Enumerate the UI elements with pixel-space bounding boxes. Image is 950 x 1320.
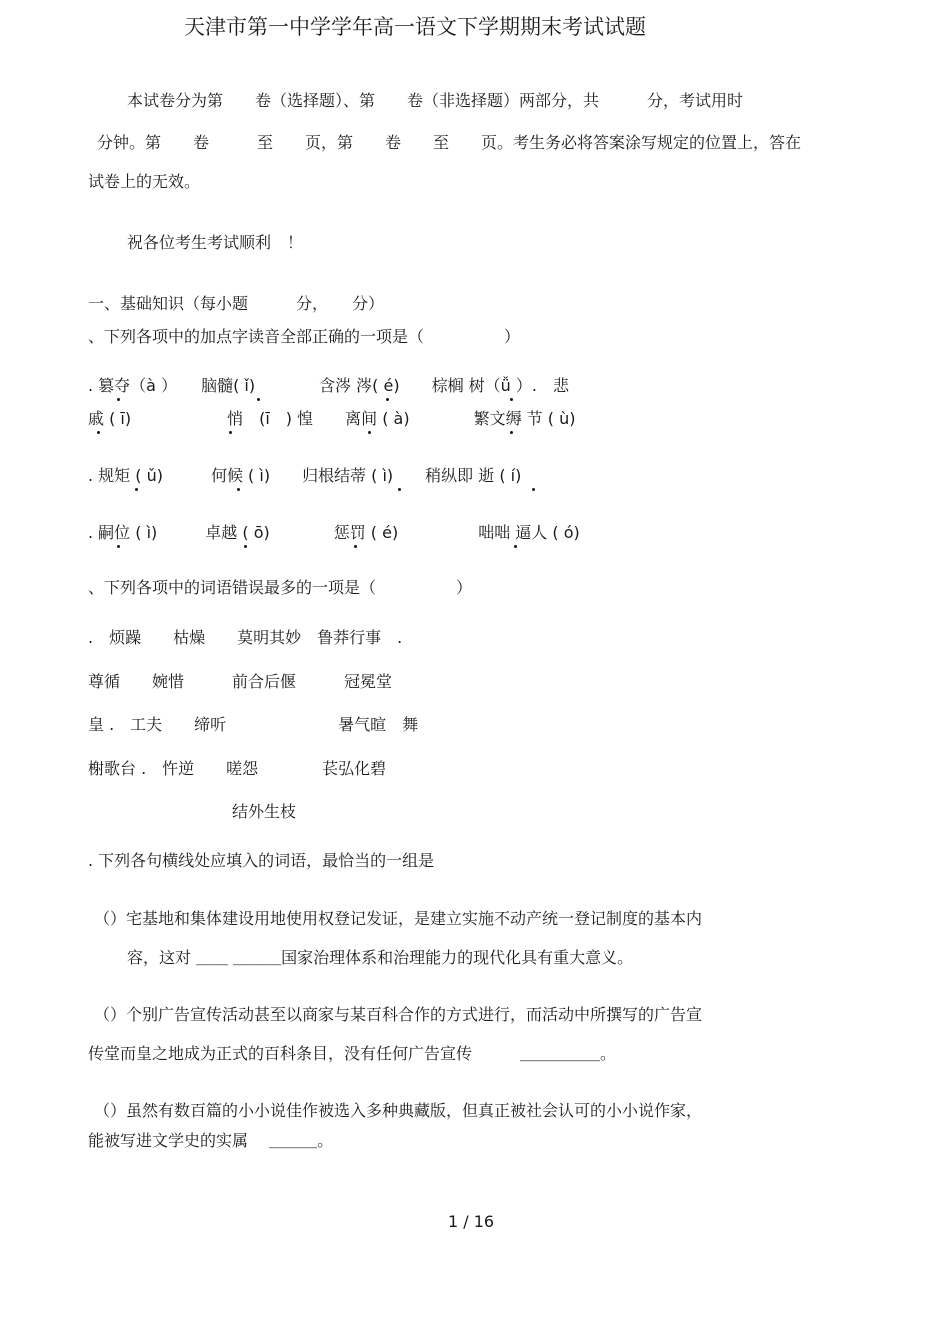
emphasis-dot [257, 398, 260, 401]
question-2-option-line: 结外生枝 [232, 802, 297, 821]
intro-line-3: 试卷上的无效。 [88, 172, 201, 191]
question-2-option-line: 榭歌台 . 忤逆 嗟怨 苌弘化碧 [88, 759, 387, 778]
question-2-option-line: . 烦躁 枯燥 莫明其妙 鲁莽行事 . [88, 628, 403, 647]
exam-title: 天津市第一中学学年高一语文下学期期末考试试题 [184, 15, 646, 39]
emphasis-dot [398, 488, 401, 491]
question-3-item-line: （）个别广告宣传活动甚至以商家与某百科合作的方式进行，而活动中所撰写的广告宣 [94, 1005, 703, 1024]
question-3-item-line: 传堂而皇之地成为正式的百科条目，没有任何广告宣传 ＿＿＿＿＿。 [88, 1044, 617, 1063]
question-3-item-line: 容，这对 ＿＿ ＿＿＿国家治理体系和治理能力的现代化具有重大意义。 [127, 948, 634, 967]
page-number: 1 / 16 [448, 1212, 495, 1231]
emphasis-dot [237, 488, 240, 491]
emphasis-dot [368, 431, 371, 434]
question-3-item-line: 能被写进文学史的实属 ＿＿＿。 [88, 1131, 334, 1150]
emphasis-dot [354, 545, 357, 548]
emphasis-dot [229, 431, 232, 434]
question-1-option-line: 戚 ( ī) 悄 (ī ) 惶 离间 ( à) 繁文缛 节 ( ù) [88, 409, 576, 428]
section-heading: 一、基础知识（每小题 分， 分） [88, 294, 385, 313]
emphasis-dot [514, 545, 517, 548]
question-2-option-line: 皇 . 工夫 缔听 暑气暄 舞 [88, 715, 419, 734]
emphasis-dot [244, 545, 247, 548]
emphasis-dot [97, 431, 100, 434]
question-2-option-line: 尊循 婉惜 前合后偃 冠冕堂 [88, 672, 393, 691]
question-1-stem: 、下列各项中的加点字读音全部正确的一项是（ ） [88, 327, 521, 346]
emphasis-dot [386, 398, 389, 401]
emphasis-dot [510, 431, 513, 434]
emphasis-dot [510, 398, 513, 401]
question-3-item-line: （）宅基地和集体建设用地使用权登记发证，是建立实施不动产统一登记制度的基本内 [94, 909, 703, 928]
question-3-item-line: （）虽然有数百篇的小小说佳作被选入多种典藏版，但真正被社会认可的小小说作家， [94, 1101, 703, 1120]
question-1-option-line: . 篡夺（à ） 脑髓( ǐ) 含涔 涔( é) 棕榈 树（ǚ ）. 悲 [88, 376, 569, 395]
wish-line: 祝各位考生考试顺利 ！ [127, 233, 304, 252]
intro-line-1: 本试卷分为第 卷（选择题）、第 卷（非选择题）两部分，共 分，考试用时 [127, 91, 744, 110]
emphasis-dot [117, 398, 120, 401]
question-2-stem: 、下列各项中的词语错误最多的一项是（ ） [88, 578, 473, 597]
question-1-option-line: . 规矩 ( ǔ) 何候 ( ì) 归根结蒂 ( ì) 稍纵即 逝 ( í) [88, 466, 522, 485]
question-3-stem: . 下列各句横线处应填入的词语，最恰当的一组是 [88, 851, 435, 870]
emphasis-dot [117, 545, 120, 548]
question-1-option-line: . 嗣位 ( ì) 卓越 ( ō) 惩罚 ( é) 咄咄 逼人 ( ó) [88, 523, 580, 542]
emphasis-dot [532, 488, 535, 491]
emphasis-dot [135, 488, 138, 491]
intro-line-2: 分钟。第 卷 至 页，第 卷 至 页。考生务必将答案涂写规定的位置上，答在 [97, 133, 802, 152]
